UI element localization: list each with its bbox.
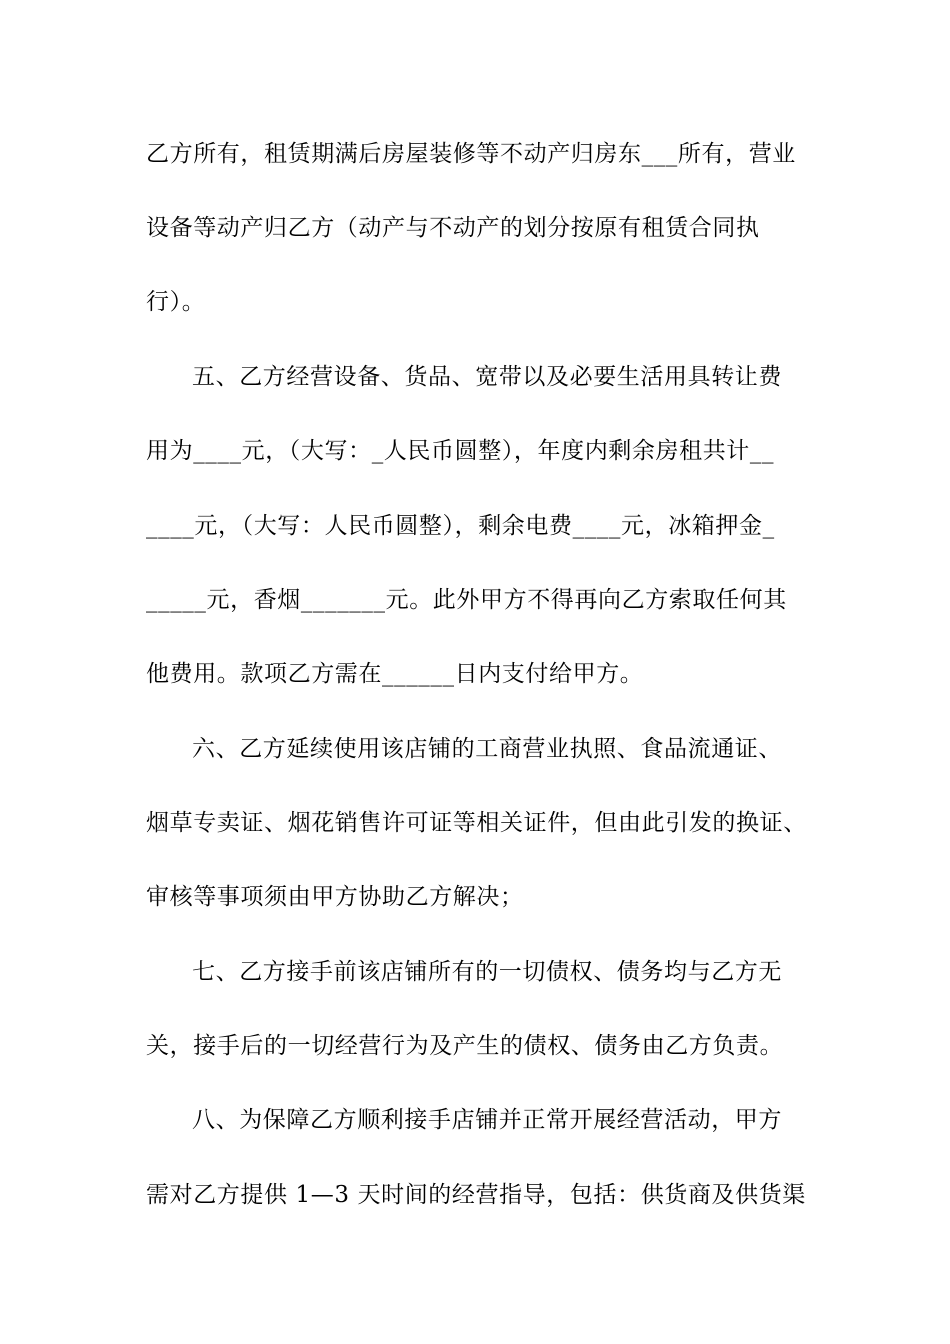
- text-line: 用为____元，（大写：_人民币圆整），年度内剩余房租共计__: [146, 438, 775, 464]
- paragraph-eight-start: 八、为保障乙方顺利接手店铺并正常开展经营活动，甲方: [192, 1107, 782, 1133]
- text-line: 需对乙方提供 1—3 天时间的经营指导，包括：供货商及供货渠: [146, 1182, 806, 1208]
- text-line: 设备等动产归乙方（动产与不动产的划分按原有租赁合同执: [146, 215, 760, 241]
- paragraph-five-start: 五、乙方经营设备、货品、宽带以及必要生活用具转让费: [192, 364, 782, 390]
- text-line: 行）。: [146, 289, 206, 315]
- paragraph-seven-start: 七、乙方接手前该店铺所有的一切债权、债务均与乙方无: [192, 959, 782, 985]
- text-line: _____元，香烟_______元。此外甲方不得再向乙方索取任何其: [146, 587, 787, 613]
- text-line: 审核等事项须由甲方协助乙方解决；: [146, 884, 524, 910]
- text-line: 他费用。款项乙方需在______日内支付给甲方。: [146, 661, 644, 687]
- paragraph-six-start: 六、乙方延续使用该店铺的工商营业执照、食品流通证、: [192, 736, 782, 762]
- text-line: 乙方所有，租赁期满后房屋装修等不动产归房东___所有，营业: [146, 141, 796, 167]
- text-line: 烟草专卖证、烟花销售许可证等相关证件，但由此引发的换证、: [146, 810, 807, 836]
- text-line: ____元，（大写：人民币圆整），剩余电费____元，冰箱押金_: [146, 513, 775, 539]
- text-line: 关，接手后的一切经营行为及产生的债权、债务由乙方负责。: [146, 1033, 784, 1059]
